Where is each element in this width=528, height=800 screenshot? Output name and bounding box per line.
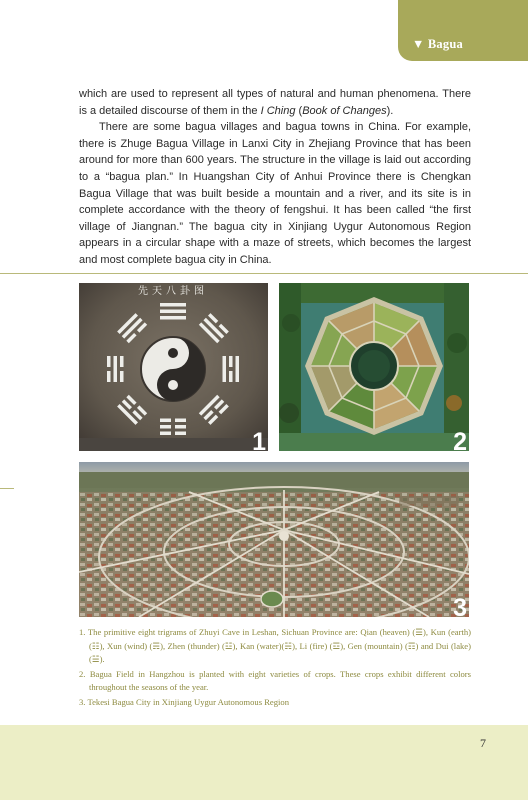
body-text bbox=[79, 86, 471, 269]
footer-band bbox=[0, 725, 528, 800]
figure-number-2: 2 bbox=[453, 428, 467, 451]
caption-1: 1. The primitive eight trigrams of Zhuyi Cave in Leshan, Sichuan Province are: Qian (heaven) (☰), Kun (earth) (☷), Xun (wind) (☴), Zhen (thunder) (☳), Kan (water)(☵), Li (fire) (☲), Gen (mountain) (☶) and Dui (lake) (☱). bbox=[79, 627, 471, 665]
section-tab bbox=[398, 0, 528, 61]
carving-inscription: 先天八卦图 bbox=[138, 286, 208, 297]
figure-captions bbox=[79, 626, 471, 711]
paragraph-1-text: which are used to represent all types of natural and human phenomena. There is a detailed discourse of them in the bbox=[79, 88, 471, 117]
trigram-carving-image bbox=[79, 283, 268, 451]
book-title: I Ching bbox=[260, 104, 296, 117]
page-number: 7 bbox=[480, 736, 486, 750]
book-title-english: Book of Changes bbox=[302, 104, 387, 117]
photo-trigram-carving bbox=[79, 283, 268, 451]
tekesi-aerial-image bbox=[79, 462, 469, 617]
paragraph-1-end: ). bbox=[386, 104, 394, 117]
paragraph-2: There are some bagua villages and bagua towns in China. For example, there is Zhuge Bagua Village in Lanxi City in Zhejiang Province that has been around for more than 600 years. The structure in the village is laid out according to a “bagua plan.” In Huangshan City of Anhui Province there is Chengkan Bagua Village that was built beside a mountain and a river, and its site is in complete accordance with the theory of fengshui. It has been called “the first village of Jiangnan.” The bagua city in Xinjiang Uygur Autonomous Region appears in a circular shape with a maze of streets, which becomes the largest and most complete bagua city in China. bbox=[79, 121, 471, 266]
divider-margin-mark bbox=[0, 488, 14, 489]
photo-tekesi-city bbox=[79, 462, 469, 617]
photo-bagua-field bbox=[279, 283, 469, 451]
paragraph-1 bbox=[79, 86, 471, 119]
figure-number-3: 3 bbox=[453, 594, 467, 617]
figure-number-1: 1 bbox=[252, 428, 266, 451]
divider-top bbox=[0, 273, 528, 274]
caption-3: 3. Tekesi Bagua City in Xinjiang Uygur Autonomous Region bbox=[79, 696, 290, 707]
bagua-field-image bbox=[279, 283, 469, 451]
caption-2: 2. Bagua Field in Hangzhou is planted with eight varieties of crops. These crops exhibit different colors throughout the seasons of the year. bbox=[79, 668, 471, 693]
paragraph-1-mid: ( bbox=[295, 104, 303, 117]
section-tab-label: ▼ Bagua bbox=[412, 37, 463, 51]
